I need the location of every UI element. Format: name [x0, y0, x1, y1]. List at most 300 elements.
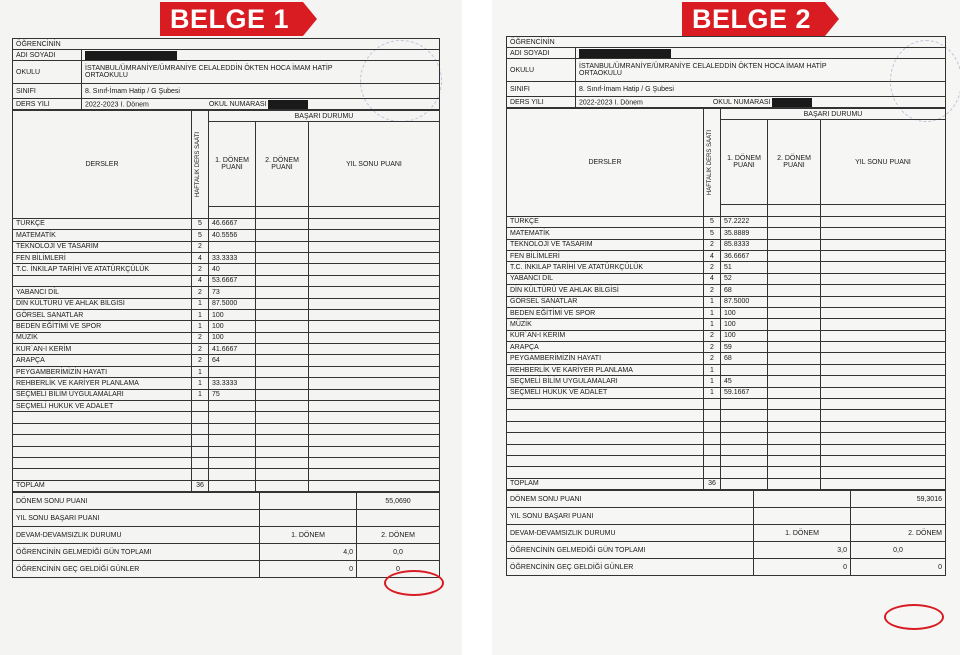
weekly-hours: 2: [704, 353, 721, 364]
haftalik-header: [192, 111, 209, 219]
course-name: PEYGAMBERİMİZİN HAYATI: [13, 366, 192, 377]
gec-d2: 0: [851, 559, 946, 576]
table-row: [13, 309, 440, 320]
donem-sonu-value: 59,3016: [851, 491, 946, 508]
student-info-table-2: [506, 36, 946, 108]
empty-cell: [13, 446, 192, 457]
course-name: DİN KÜLTÜRÜ VE AHLAK BİLGİSİ: [13, 298, 192, 309]
toplam-empty: [309, 480, 440, 491]
year-end-score: [821, 250, 946, 261]
year-end-score: [821, 387, 946, 398]
gec-d2: 0: [357, 561, 440, 578]
d1-label: 1. DÖNEM: [260, 527, 357, 544]
term2-score: [768, 387, 821, 398]
term1-score: 33.3333: [209, 378, 256, 389]
empty-cell: [192, 446, 209, 457]
weekly-hours: 1: [192, 366, 209, 377]
year-end-score: [309, 230, 440, 241]
year-end-score: [821, 228, 946, 239]
empty-cell: [768, 455, 821, 466]
d2-label: 2. DÖNEM: [357, 527, 440, 544]
yil-sonu-basari-label: YIL SONU BAŞARI PUANI: [507, 508, 754, 525]
year-end-score: [309, 378, 440, 389]
term1-score: [209, 401, 256, 412]
table-row: [13, 241, 440, 252]
course-name: MATEMATİK: [13, 230, 192, 241]
summary-table-2: [506, 490, 946, 576]
course-name: TÜRKÇE: [507, 216, 704, 227]
ders-yili-value: [576, 97, 946, 108]
course-name: [13, 275, 192, 286]
ders-yili-value: [82, 99, 440, 110]
year-end-score: [309, 389, 440, 400]
empty-cell: [507, 444, 704, 455]
empty-cell: [209, 435, 256, 446]
term2-score: [768, 250, 821, 261]
weekly-hours: 1: [704, 364, 721, 375]
weekly-hours: 2: [192, 332, 209, 343]
grades-table-1: [12, 110, 440, 492]
term2-score: [256, 309, 309, 320]
empty-cell: [209, 412, 256, 423]
adi-soyadi-label: ADI SOYADI: [507, 48, 576, 59]
empty-cell: [768, 444, 821, 455]
empty-cell: [13, 469, 192, 480]
empty-cell: [768, 399, 821, 410]
year-end-score: [309, 355, 440, 366]
table-row: [13, 230, 440, 241]
sum-empty: [260, 493, 357, 510]
year-end-score: [309, 309, 440, 320]
course-name: PEYGAMBERİMİZİN HAYATI: [507, 353, 704, 364]
year-end-score: [821, 376, 946, 387]
empty-cell: [209, 469, 256, 480]
weekly-hours: 1: [704, 307, 721, 318]
term2-score: [768, 376, 821, 387]
term1-score: 57.2222: [721, 216, 768, 227]
term2-score: [256, 241, 309, 252]
weekly-hours: 2: [192, 241, 209, 252]
course-name: MÜZİK: [13, 332, 192, 343]
term2-score: [256, 366, 309, 377]
empty-cell: [704, 467, 721, 478]
course-name: DİN KÜLTÜRÜ VE AHLAK BİLGİSİ: [507, 285, 704, 296]
term1-score: 87.5000: [209, 298, 256, 309]
redacted-number: [268, 100, 308, 109]
gelmedigi-d2: 0,0: [357, 544, 440, 561]
donem2-header: 2. DÖNEM PUANI: [768, 120, 821, 205]
empty-cell: [704, 410, 721, 421]
devam-label: DEVAM-DEVAMSIZLIK DURUMU: [13, 527, 260, 544]
course-name: SEÇMELİ BİLİM UYGULAMALARI: [13, 389, 192, 400]
term2-score: [768, 342, 821, 353]
term1-score: 35.8889: [721, 228, 768, 239]
basari-durumu-header: BAŞARI DURUMU: [721, 109, 946, 120]
weekly-hours: 1: [192, 321, 209, 332]
empty-cell: [507, 433, 704, 444]
course-name: KUR`AN-I KERİM: [507, 330, 704, 341]
year-end-score: [821, 262, 946, 273]
grade-rows-2: [507, 216, 946, 478]
weekly-hours: 5: [192, 230, 209, 241]
empty-cell: [721, 455, 768, 466]
gec-label: ÖĞRENCİNİN GEÇ GELDİĞİ GÜNLER: [13, 561, 260, 578]
empty-cell: [192, 435, 209, 446]
term1-score: 100: [721, 330, 768, 341]
empty-cell: [256, 469, 309, 480]
empty-cell: [192, 412, 209, 423]
course-name: YABANCI DİL: [507, 273, 704, 284]
table-row: [13, 264, 440, 275]
empty-cell: [209, 457, 256, 468]
weekly-hours: 2: [192, 355, 209, 366]
ders-yili-text: 2022-2023 I. Dönem: [85, 100, 149, 108]
empty-row: [13, 469, 440, 480]
term1-score: 75: [209, 389, 256, 400]
table-row: [13, 355, 440, 366]
toplam-empty: [256, 480, 309, 491]
term1-score: 51: [721, 262, 768, 273]
table-row: [507, 353, 946, 364]
weekly-hours: 1: [192, 378, 209, 389]
donem-sonu-label: DÖNEM SONU PUANI: [13, 493, 260, 510]
table-row: [13, 344, 440, 355]
empty-cell: [507, 421, 704, 432]
empty-cell: [309, 446, 440, 457]
empty-cell: [256, 423, 309, 434]
empty-cell: [768, 433, 821, 444]
okul-numarasi-label: OKUL NUMARASI: [712, 98, 771, 106]
header-spacer: [209, 207, 256, 218]
empty-row: [507, 421, 946, 432]
empty-cell: [192, 423, 209, 434]
adi-soyadi-value: [576, 48, 946, 59]
course-name: T.C. İNKILAP TARİHİ VE ATATÜRKÇÜLÜK: [13, 264, 192, 275]
year-end-score: [309, 298, 440, 309]
toplam-empty: [209, 480, 256, 491]
weekly-hours: 4: [704, 273, 721, 284]
term1-score: 68: [721, 353, 768, 364]
course-name: REHBERLİK VE KARİYER PLANLAMA: [507, 364, 704, 375]
highlight-circle-1: [384, 570, 444, 596]
redacted-name: [579, 49, 671, 58]
haftalik-text: HAFTALIK DERS SAATİ: [707, 129, 713, 195]
course-name: FEN BİLİMLERİ: [13, 252, 192, 263]
course-name: KUR`AN-I KERİM: [13, 344, 192, 355]
empty-cell: [821, 455, 946, 466]
term2-score: [256, 298, 309, 309]
term1-score: [721, 364, 768, 375]
okulu-label: OKULU: [507, 59, 576, 82]
empty-cell: [507, 399, 704, 410]
table-row: [507, 307, 946, 318]
table-row: [507, 364, 946, 375]
term2-score: [256, 230, 309, 241]
weekly-hours: 2: [192, 344, 209, 355]
table-row: [13, 252, 440, 263]
empty-row: [507, 433, 946, 444]
weekly-hours: 2: [192, 287, 209, 298]
term2-score: [768, 239, 821, 250]
year-end-score: [309, 241, 440, 252]
term1-score: 45: [721, 376, 768, 387]
table-row: [507, 285, 946, 296]
course-name: MÜZİK: [507, 319, 704, 330]
adi-soyadi-label: ADI SOYADI: [13, 50, 82, 61]
summary-table-1: [12, 492, 440, 578]
year-end-score: [309, 344, 440, 355]
course-name: ARAPÇA: [13, 355, 192, 366]
course-name: BEDEN EĞİTİMİ VE SPOR: [13, 321, 192, 332]
empty-cell: [309, 435, 440, 446]
year-end-score: [821, 364, 946, 375]
weekly-hours: 1: [192, 309, 209, 320]
empty-cell: [209, 446, 256, 457]
empty-row: [13, 412, 440, 423]
empty-cell: [768, 421, 821, 432]
table-row: [13, 366, 440, 377]
empty-cell: [704, 421, 721, 432]
empty-cell: [721, 410, 768, 421]
empty-cell: [721, 444, 768, 455]
term1-score: 87.5000: [721, 296, 768, 307]
grade-rows-1: [13, 218, 440, 480]
weekly-hours: 2: [704, 239, 721, 250]
sinifi-label: SINIFI: [507, 82, 576, 97]
weekly-hours: 2: [704, 342, 721, 353]
ders-yili-label: DERS YILI: [13, 99, 82, 110]
empty-cell: [704, 455, 721, 466]
term2-score: [768, 228, 821, 239]
empty-row: [13, 446, 440, 457]
dersler-header: DERSLER: [507, 109, 704, 217]
donem1-header: 1. DÖNEM PUANI: [209, 122, 256, 207]
weekly-hours: 1: [192, 298, 209, 309]
table-row: [507, 228, 946, 239]
term1-score: [209, 241, 256, 252]
term2-score: [768, 364, 821, 375]
course-name: T.C. İNKILAP TARİHİ VE ATATÜRKÇÜLÜK: [507, 262, 704, 273]
empty-cell: [821, 421, 946, 432]
weekly-hours: 4: [704, 250, 721, 261]
term2-score: [768, 319, 821, 330]
toplam-empty: [721, 478, 768, 489]
table-row: [13, 401, 440, 412]
table-row: [13, 298, 440, 309]
ogrencinin-label: ÖĞRENCİNİN: [507, 37, 946, 48]
year-end-score: [821, 330, 946, 341]
table-row: [507, 216, 946, 227]
gec-d1: 0: [260, 561, 357, 578]
header-spacer: [768, 205, 821, 216]
weekly-hours: 2: [192, 264, 209, 275]
gelmedigi-d1: 3,0: [754, 542, 851, 559]
sum-empty: [851, 508, 946, 525]
toplam-label: TOPLAM: [507, 478, 704, 489]
term1-score: 64: [209, 355, 256, 366]
term1-score: 100: [209, 332, 256, 343]
year-end-score: [821, 296, 946, 307]
adi-soyadi-value: [82, 50, 440, 61]
empty-cell: [821, 467, 946, 478]
term1-score: 53.6667: [209, 275, 256, 286]
term2-score: [256, 287, 309, 298]
empty-row: [507, 444, 946, 455]
toplam-empty: [768, 478, 821, 489]
okul-numarasi-label: OKUL NUMARASI: [208, 100, 267, 108]
sinifi-value: 8. Sınıf-İmam Hatip / G Şubesi: [576, 82, 946, 97]
empty-cell: [256, 446, 309, 457]
term1-score: 85.8333: [721, 239, 768, 250]
donem-sonu-value: 55,0690: [357, 493, 440, 510]
term1-score: 41.6667: [209, 344, 256, 355]
ders-yili-text: 2022-2023 I. Dönem: [579, 98, 643, 106]
ogrencinin-label: ÖĞRENCİNİN: [13, 39, 440, 50]
term1-score: 100: [721, 319, 768, 330]
header-spacer: [309, 207, 440, 218]
term1-score: 33.3333: [209, 252, 256, 263]
term2-score: [256, 389, 309, 400]
course-name: SEÇMELİ BİLİM UYGULAMALARI: [507, 376, 704, 387]
sum-empty: [357, 510, 440, 527]
year-end-score: [309, 264, 440, 275]
table-row: [507, 342, 946, 353]
empty-cell: [507, 410, 704, 421]
table-row: [507, 273, 946, 284]
weekly-hours: 5: [192, 218, 209, 229]
term1-score: 73: [209, 287, 256, 298]
empty-cell: [721, 433, 768, 444]
empty-cell: [507, 455, 704, 466]
table-row: [13, 389, 440, 400]
empty-cell: [768, 410, 821, 421]
yil-sonu-basari-label: YIL SONU BAŞARI PUANI: [13, 510, 260, 527]
course-name: FEN BİLİMLERİ: [507, 250, 704, 261]
empty-row: [507, 467, 946, 478]
empty-row: [13, 435, 440, 446]
empty-cell: [704, 444, 721, 455]
course-name: GÖRSEL SANATLAR: [13, 309, 192, 320]
report-card-1: [12, 38, 440, 578]
report-card-2: [506, 36, 946, 576]
term1-score: 36.6667: [721, 250, 768, 261]
term2-score: [768, 285, 821, 296]
empty-row: [507, 455, 946, 466]
table-row: [13, 287, 440, 298]
header-spacer: [821, 205, 946, 216]
term1-score: 46.6667: [209, 218, 256, 229]
year-end-score: [821, 342, 946, 353]
empty-cell: [309, 412, 440, 423]
okulu-value: [82, 61, 440, 84]
empty-cell: [192, 457, 209, 468]
term2-score: [256, 264, 309, 275]
empty-row: [507, 410, 946, 421]
year-end-score: [821, 319, 946, 330]
course-name: GÖRSEL SANATLAR: [507, 296, 704, 307]
term1-score: 100: [209, 309, 256, 320]
weekly-hours: 1: [704, 296, 721, 307]
term2-score: [768, 262, 821, 273]
weekly-hours: 5: [704, 228, 721, 239]
empty-cell: [309, 423, 440, 434]
year-end-score: [309, 275, 440, 286]
table-row: [13, 321, 440, 332]
table-row: [507, 330, 946, 341]
table-row: [507, 296, 946, 307]
donem1-header: 1. DÖNEM PUANI: [721, 120, 768, 205]
course-name: SEÇMELİ HUKUK VE ADALET: [13, 401, 192, 412]
weekly-hours: 1: [704, 376, 721, 387]
table-row: [507, 319, 946, 330]
empty-cell: [13, 457, 192, 468]
highlight-circle-2: [884, 604, 944, 630]
dersler-header: DERSLER: [13, 111, 192, 219]
okulu-line2: ORTAOKULU: [85, 72, 128, 79]
empty-cell: [721, 421, 768, 432]
term2-score: [768, 330, 821, 341]
year-end-score: [821, 307, 946, 318]
panel-gap: [462, 0, 492, 655]
year-end-score: [309, 252, 440, 263]
gelmedigi-d2: 0,0: [851, 542, 946, 559]
sum-empty: [754, 491, 851, 508]
table-row: [507, 239, 946, 250]
empty-cell: [309, 469, 440, 480]
year-end-score: [309, 401, 440, 412]
year-end-score: [821, 353, 946, 364]
empty-row: [13, 457, 440, 468]
sinifi-label: SINIFI: [13, 84, 82, 99]
d2-label: 2. DÖNEM: [851, 525, 946, 542]
empty-cell: [256, 457, 309, 468]
year-end-score: [821, 239, 946, 250]
okulu-label: OKULU: [13, 61, 82, 84]
header-spacer: [721, 205, 768, 216]
empty-cell: [821, 410, 946, 421]
sum-empty: [754, 508, 851, 525]
term1-score: 59: [721, 342, 768, 353]
term1-score: 40: [209, 264, 256, 275]
term2-score: [256, 321, 309, 332]
course-name: YABANCI DİL: [13, 287, 192, 298]
sinifi-value: 8. Sınıf-İmam Hatip / G Şubesi: [82, 84, 440, 99]
weekly-hours: 4: [192, 275, 209, 286]
empty-cell: [13, 423, 192, 434]
yil-sonu-header: YIL SONU PUANI: [309, 122, 440, 207]
empty-cell: [821, 433, 946, 444]
empty-cell: [507, 467, 704, 478]
ders-yili-label: DERS YILI: [507, 97, 576, 108]
header-spacer: [256, 207, 309, 218]
course-name: MATEMATİK: [507, 228, 704, 239]
year-end-score: [821, 285, 946, 296]
term1-score: 59.1667: [721, 387, 768, 398]
weekly-hours: 2: [704, 262, 721, 273]
term2-score: [768, 216, 821, 227]
course-name: ARAPÇA: [507, 342, 704, 353]
table-row: [507, 387, 946, 398]
gec-d1: 0: [754, 559, 851, 576]
toplam-saat: 36: [192, 480, 209, 491]
term2-score: [256, 218, 309, 229]
empty-cell: [721, 399, 768, 410]
year-end-score: [821, 273, 946, 284]
weekly-hours: 2: [704, 285, 721, 296]
basari-durumu-header: BAŞARI DURUMU: [209, 111, 440, 122]
empty-cell: [704, 399, 721, 410]
haftalik-header: [704, 109, 721, 217]
